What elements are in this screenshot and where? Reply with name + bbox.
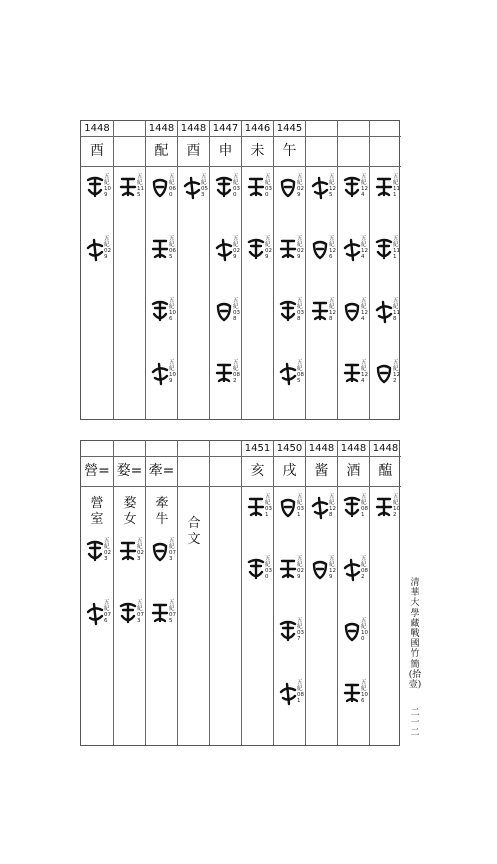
glyph-image xyxy=(277,556,299,582)
source-label: 五紀085 xyxy=(297,360,304,384)
glyph-image xyxy=(373,236,395,262)
glyph-entry xyxy=(114,534,145,596)
character-table-2 xyxy=(80,440,400,746)
source-label: 五紀053 xyxy=(201,174,208,198)
head-character: 配 xyxy=(146,136,177,167)
glyph-entry xyxy=(338,490,369,552)
head-character: 婺= xyxy=(114,456,145,487)
source-label: 五紀073 xyxy=(137,600,144,624)
column-body xyxy=(210,486,241,745)
table-column xyxy=(209,441,241,745)
glyph-entry xyxy=(146,356,177,418)
glyph-image xyxy=(341,360,363,386)
glyph-image xyxy=(245,494,267,520)
head-character xyxy=(178,456,209,487)
source-label: 五紀065 xyxy=(169,236,176,260)
glyph-entry xyxy=(114,596,145,658)
glyph-image xyxy=(245,556,267,582)
glyph-image xyxy=(245,236,267,262)
glyph-entry xyxy=(146,294,177,356)
entry-number xyxy=(370,121,401,137)
glyph-image xyxy=(341,174,363,200)
glyph-entry xyxy=(370,490,401,552)
glyph-entry xyxy=(146,170,177,232)
glyph-entry xyxy=(306,552,337,614)
column-body xyxy=(81,166,113,419)
source-label: 五紀029 xyxy=(233,236,240,260)
head-character: 營= xyxy=(81,456,113,487)
glyph-entry xyxy=(274,232,305,294)
glyph-entry xyxy=(338,294,369,356)
table-column xyxy=(177,121,209,419)
source-label: 五紀037 xyxy=(297,618,304,642)
source-label: 五紀122 xyxy=(393,360,400,384)
compound-label: 牽牛 xyxy=(155,496,169,527)
head-character: 牽= xyxy=(146,456,177,487)
entry-number: 1448 xyxy=(146,121,177,137)
glyph-image xyxy=(341,618,363,644)
glyph-entry xyxy=(370,356,401,418)
table-column xyxy=(369,441,401,745)
glyph-image xyxy=(277,236,299,262)
character-table-1 xyxy=(80,120,400,420)
column-body xyxy=(242,166,273,419)
source-label: 五紀124 xyxy=(361,360,368,384)
table-column xyxy=(145,441,177,745)
glyph-image xyxy=(213,298,235,324)
glyph-entry xyxy=(81,596,113,658)
glyph-image xyxy=(277,360,299,386)
source-label: 五紀038 xyxy=(297,298,304,322)
glyph-entry xyxy=(146,534,177,596)
table-column xyxy=(273,441,305,745)
glyph-image xyxy=(309,556,331,582)
entry-number xyxy=(114,441,145,457)
source-label: 五紀030 xyxy=(233,174,240,198)
column-body xyxy=(306,486,337,745)
glyph-image xyxy=(277,298,299,324)
glyph-entry xyxy=(274,356,305,418)
glyph-image xyxy=(341,298,363,324)
glyph-image xyxy=(117,174,139,200)
glyph-entry xyxy=(370,232,401,294)
source-label: 五紀126 xyxy=(329,236,336,260)
source-label: 五紀029 xyxy=(265,236,272,260)
entry-number: 1450 xyxy=(274,441,305,457)
glyph-entry xyxy=(274,294,305,356)
glyph-entry xyxy=(242,232,273,294)
glyph-image xyxy=(341,556,363,582)
glyph-image xyxy=(84,174,106,200)
entry-number: 1451 xyxy=(242,441,273,457)
source-label: 五紀029 xyxy=(297,174,304,198)
source-label: 五紀082 xyxy=(233,360,240,384)
source-label: 五紀109 xyxy=(169,360,176,384)
table-column xyxy=(241,121,273,419)
entry-number xyxy=(81,441,113,457)
glyph-image xyxy=(149,600,171,626)
source-label: 五紀100 xyxy=(361,618,368,642)
source-label: 五紀106 xyxy=(361,680,368,704)
table-column xyxy=(113,121,145,419)
glyph-entry xyxy=(274,170,305,232)
glyph-image xyxy=(373,298,395,324)
entry-number xyxy=(210,441,241,457)
head-character: 酉 xyxy=(81,136,113,167)
glyph-image xyxy=(277,680,299,706)
glyph-entry xyxy=(306,490,337,552)
glyph-entry xyxy=(338,232,369,294)
glyph-entry xyxy=(370,294,401,356)
entry-number: 1448 xyxy=(370,441,401,457)
source-label: 五紀029 xyxy=(104,236,111,260)
column-body xyxy=(146,486,177,745)
source-label: 五紀124 xyxy=(361,298,368,322)
column-body xyxy=(274,166,305,419)
glyph-entry xyxy=(274,614,305,676)
entry-number xyxy=(146,441,177,457)
source-label: 五紀106 xyxy=(169,298,176,322)
glyph-entry xyxy=(210,356,241,418)
glyph-entry xyxy=(146,232,177,294)
entry-number: 1445 xyxy=(274,121,305,137)
head-character xyxy=(114,136,145,167)
source-label: 五紀031 xyxy=(297,494,304,518)
glyph-image xyxy=(341,680,363,706)
glyph-entry xyxy=(338,170,369,232)
source-label: 五紀023 xyxy=(137,538,144,562)
glyph-entry xyxy=(306,294,337,356)
head-character: 未 xyxy=(242,136,273,167)
column-body xyxy=(338,166,369,419)
table-column xyxy=(337,121,369,419)
glyph-image xyxy=(277,494,299,520)
head-character xyxy=(306,136,337,167)
head-character: 醢 xyxy=(370,456,401,487)
source-label: 五紀124 xyxy=(361,236,368,260)
table-column xyxy=(337,441,369,745)
column-body xyxy=(146,166,177,419)
glyph-image xyxy=(149,538,171,564)
glyph-image xyxy=(149,298,171,324)
glyph-entry xyxy=(274,552,305,614)
table-column xyxy=(145,121,177,419)
source-label: 五紀030 xyxy=(265,174,272,198)
compound-label: 婺女 xyxy=(123,496,137,527)
glyph-entry xyxy=(146,596,177,658)
glyph-entry xyxy=(178,170,209,232)
glyph-entry xyxy=(338,356,369,418)
page-number: 二一二 xyxy=(410,708,420,739)
source-label: 五紀128 xyxy=(329,494,336,518)
column-body xyxy=(114,166,145,419)
glyph-image xyxy=(341,494,363,520)
glyph-image xyxy=(84,600,106,626)
glyph-entry xyxy=(274,676,305,738)
entry-number xyxy=(178,441,209,457)
glyph-entry xyxy=(210,294,241,356)
table-column xyxy=(369,121,401,419)
glyph-image xyxy=(84,236,106,262)
glyph-entry xyxy=(81,232,113,294)
glyph-image xyxy=(149,236,171,262)
column-body xyxy=(114,486,145,745)
glyph-image xyxy=(309,494,331,520)
glyph-entry xyxy=(242,490,273,552)
head-character xyxy=(210,456,241,487)
column-body xyxy=(210,166,241,419)
glyph-image xyxy=(117,538,139,564)
source-label: 五紀115 xyxy=(137,174,144,198)
source-label: 五紀029 xyxy=(297,236,304,260)
column-body xyxy=(370,486,401,745)
glyph-entry xyxy=(210,170,241,232)
source-label: 五紀075 xyxy=(169,600,176,624)
head-character: 酉 xyxy=(178,136,209,167)
table-column xyxy=(81,441,113,745)
glyph-entry xyxy=(242,552,273,614)
entry-number: 1447 xyxy=(210,121,241,137)
source-label: 五紀029 xyxy=(297,556,304,580)
table-column xyxy=(305,441,337,745)
glyph-entry xyxy=(338,614,369,676)
glyph-image xyxy=(213,360,235,386)
source-label: 五紀102 xyxy=(393,494,400,518)
source-label: 五紀111 xyxy=(393,174,400,198)
entry-number xyxy=(114,121,145,137)
column-body xyxy=(242,486,273,745)
glyph-image xyxy=(309,174,331,200)
table-column xyxy=(305,121,337,419)
entry-number xyxy=(306,121,337,137)
head-character: 酱 xyxy=(306,456,337,487)
source-label: 五紀031 xyxy=(265,494,272,518)
head-character: 戌 xyxy=(274,456,305,487)
source-label: 五紀082 xyxy=(361,556,368,580)
source-label: 五紀124 xyxy=(361,174,368,198)
table-column xyxy=(177,441,209,745)
column-body xyxy=(178,486,209,745)
book-title: 清華大學藏戰國竹簡(拾壹) xyxy=(408,578,422,691)
column-body xyxy=(178,166,209,419)
table-column xyxy=(209,121,241,419)
glyph-entry xyxy=(306,232,337,294)
source-label: 五紀109 xyxy=(104,174,111,198)
table-column xyxy=(273,121,305,419)
source-label: 五紀081 xyxy=(361,494,368,518)
glyph-image xyxy=(341,236,363,262)
source-label: 五紀128 xyxy=(329,298,336,322)
glyph-entry xyxy=(242,170,273,232)
head-character xyxy=(370,136,401,167)
source-label: 五紀060 xyxy=(169,174,176,198)
table-column xyxy=(81,121,113,419)
glyph-image xyxy=(245,174,267,200)
column-body xyxy=(81,486,113,745)
glyph-image xyxy=(149,360,171,386)
glyph-image xyxy=(84,538,106,564)
glyph-entry xyxy=(114,170,145,232)
entry-number: 1448 xyxy=(306,441,337,457)
head-character: 午 xyxy=(274,136,305,167)
glyph-entry xyxy=(370,170,401,232)
glyph-entry xyxy=(81,170,113,232)
glyph-entry xyxy=(274,490,305,552)
glyph-entry xyxy=(338,676,369,738)
source-label: 五紀111 xyxy=(393,236,400,260)
glyph-image xyxy=(213,174,235,200)
glyph-image xyxy=(117,600,139,626)
source-label: 五紀038 xyxy=(233,298,240,322)
glyph-image xyxy=(373,494,395,520)
glyph-image xyxy=(149,174,171,200)
glyph-entry xyxy=(338,552,369,614)
glyph-image xyxy=(277,618,299,644)
entry-number: 1448 xyxy=(81,121,113,137)
glyph-image xyxy=(181,174,203,200)
head-character: 酒 xyxy=(338,456,369,487)
source-label: 五紀125 xyxy=(329,174,336,198)
source-label: 五紀023 xyxy=(104,538,111,562)
glyph-image xyxy=(373,360,395,386)
table-column xyxy=(241,441,273,745)
column-body xyxy=(370,166,401,419)
source-label: 五紀081 xyxy=(297,680,304,704)
column-body xyxy=(306,166,337,419)
glyph-image xyxy=(309,236,331,262)
table-column xyxy=(113,441,145,745)
head-character: 申 xyxy=(210,136,241,167)
column-body xyxy=(274,486,305,745)
source-label: 五紀129 xyxy=(329,556,336,580)
glyph-entry xyxy=(306,170,337,232)
compound-label: 合文 xyxy=(187,516,201,547)
entry-number: 1448 xyxy=(178,121,209,137)
head-character: 亥 xyxy=(242,456,273,487)
entry-number: 1448 xyxy=(338,441,369,457)
source-label: 五紀073 xyxy=(169,538,176,562)
glyph-entry xyxy=(210,232,241,294)
glyph-image xyxy=(373,174,395,200)
glyph-image xyxy=(213,236,235,262)
glyph-entry xyxy=(81,534,113,596)
entry-number xyxy=(338,121,369,137)
source-label: 五紀118 xyxy=(393,298,400,322)
column-body xyxy=(338,486,369,745)
glyph-image xyxy=(277,174,299,200)
glyph-image xyxy=(309,298,331,324)
source-label: 五紀076 xyxy=(104,600,111,624)
entry-number: 1446 xyxy=(242,121,273,137)
source-label: 五紀030 xyxy=(265,556,272,580)
compound-label: 營室 xyxy=(90,496,104,527)
head-character xyxy=(338,136,369,167)
